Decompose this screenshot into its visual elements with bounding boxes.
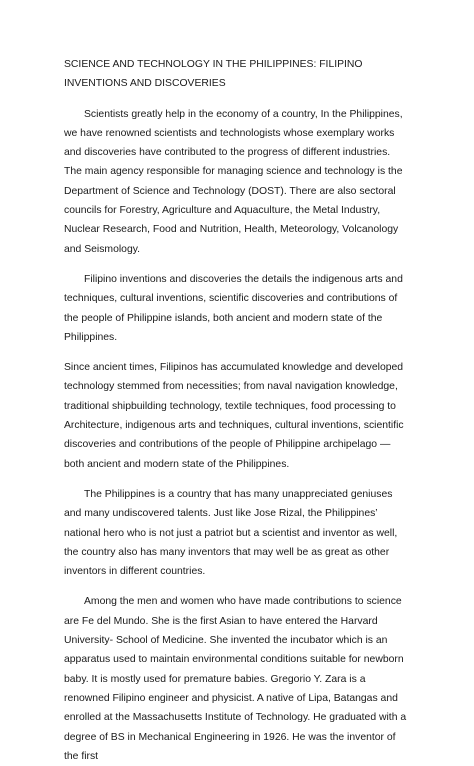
paragraph-unappreciated-geniuses: The Philippines is a country that has many unappreciated geniuses and many undiscovered talents. Just like Jose Rizal, the Philippines’ national hero who is not just a patriot but a scientist and inventor as well, the country also has many inventors that may well be as great as other inventors in different countries.	[64, 488, 398, 578]
paragraph-inventions-definition: Filipino inventions and discoveries the details the indigenous arts and techniques, cultural inventions, scientific discoveries and contributions of the people of Philippine islands, both ancient and modern state of the Philippines.	[64, 273, 403, 343]
paragraph-economy: Scientists greatly help in the economy of a country, In the Philippines, we have renowned scientists and technologists whose exemplary works and discoveries have contributed to the progress of different industries. The main agency responsible for managing science and technology is the Department of Science and Technology (DOST). There are also sectoral councils for Forestry, Agriculture and Aquaculture, the Metal Industry, Nuclear Research, Food and Nutrition, Health, Meteorology, Volcanology and Seismology.	[64, 108, 403, 255]
paragraph-ancient-times: Since ancient times, Filipinos has accumulated knowledge and developed technology stemmed from necessities; from naval navigation knowledge, traditional shipbuilding technology, textile techniques, food processing to Architecture, indigenous arts and techniques, cultural inventions, scientific discoveries and contributions of the people of Philippine archipelago — both ancient and modern state of the Philippines.	[64, 362, 404, 470]
paragraph-contributors: Among the men and women who have made contributions to science are Fe del Mundo. She is the first Asian to have entered the Harvard University- School of Medicine. She invented the incubator which is an apparatus used to maintain environmental conditions suitable for newborn baby. It is mostly used for premature babies. Gregorio Y. Zara is a renowned Filipino engineer and physicist. A native of Lipa, Batangas and enrolled at the Massachusetts Institute of Technology. He graduated with a degree of BS in Mechanical Engineering in 1926. He was the inventor of the first	[64, 596, 407, 762]
document-title: SCIENCE AND TECHNOLOGY IN THE PHILIPPINES: FILIPINO INVENTIONS AND DISCOVERIES	[64, 59, 363, 90]
